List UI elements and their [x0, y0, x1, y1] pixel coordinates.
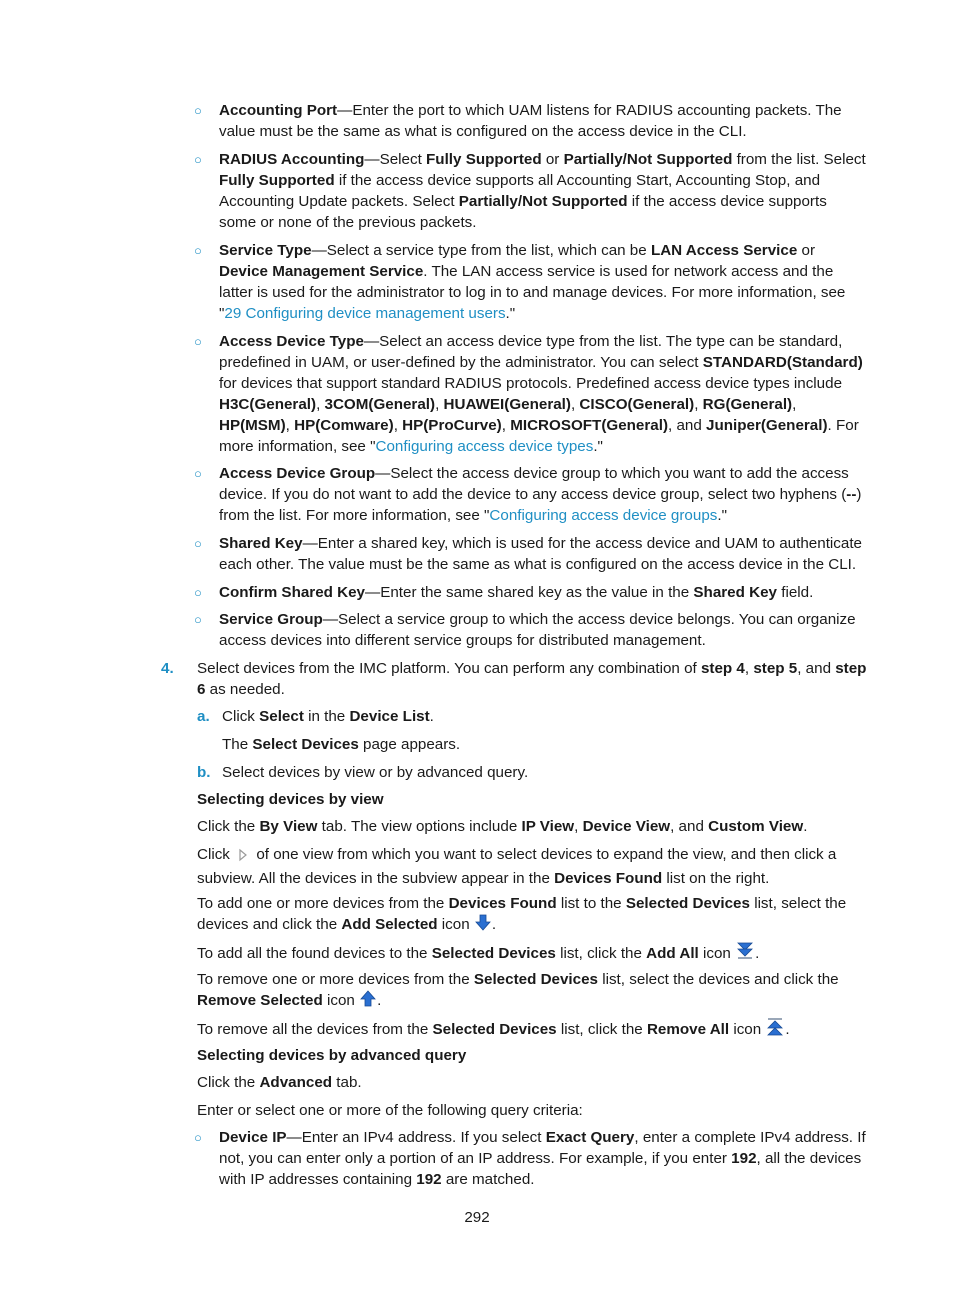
bullet: ○ — [194, 243, 202, 258]
remove-all-icon — [765, 1017, 785, 1043]
option: Partially/Not Supported — [458, 193, 628, 210]
advanced-tab-paragraph — [197, 1072, 867, 1093]
service-type-item — [219, 240, 867, 324]
substep-a-result — [222, 734, 862, 755]
by-view-paragraph — [197, 816, 867, 837]
text: To remove one or more devices from the — [197, 971, 474, 988]
text: are matched. — [441, 1171, 535, 1188]
text: of one view from which you want to select devices to expand the view, and then click a subview. All the devices in the subview appear in the — [197, 846, 837, 887]
ui-term: By View — [259, 818, 318, 835]
access-device-types-link[interactable]: Configuring access device types — [375, 438, 594, 455]
option: HP(ProCurve) — [402, 417, 502, 434]
text: , all the devices with IP addresses containing — [219, 1150, 862, 1188]
text: in the — [303, 708, 350, 725]
ui-term: Devices Found — [554, 870, 663, 887]
text: To add all the found devices to the — [197, 945, 432, 962]
text: , and — [668, 417, 706, 434]
term: Confirm Shared Key — [219, 584, 366, 601]
term: Service Type — [219, 242, 312, 259]
ui-term: Remove Selected — [197, 992, 323, 1009]
text: list to the — [556, 895, 626, 912]
text: list, select the devices and click the — [197, 895, 847, 933]
option: H3C(General) — [219, 396, 317, 413]
option: Shared Key — [693, 584, 777, 601]
option: -- — [846, 486, 857, 503]
add-all-paragraph — [197, 941, 867, 967]
text: list, click the — [555, 945, 647, 962]
term: Shared Key — [219, 535, 303, 552]
term: Device IP — [219, 1129, 287, 1146]
text: Click the — [197, 1074, 260, 1091]
shared-key-item — [219, 533, 867, 575]
substep-a — [222, 706, 862, 727]
option: Fully Supported — [219, 172, 335, 189]
text: —Enter an IPv4 address. If you select — [286, 1129, 546, 1146]
step-ref: step 5 — [753, 660, 798, 677]
term: Access Device Group — [219, 465, 376, 482]
text: list on the right. — [662, 870, 770, 887]
ui-term: Selected Devices — [432, 1021, 557, 1038]
expand-paragraph — [197, 844, 867, 889]
ui-term: Add Selected — [341, 916, 438, 933]
text: —Select a service type from the list, which can be — [311, 242, 651, 259]
text: page appears. — [358, 736, 461, 753]
step-ref: step 4 — [700, 660, 745, 677]
text: . — [377, 992, 382, 1009]
access-device-type-item — [219, 331, 867, 457]
text: list, click the — [556, 1021, 647, 1038]
option: HUAWEI(General) — [443, 396, 571, 413]
text: . — [429, 708, 434, 725]
text: field. — [777, 584, 814, 601]
text: or — [541, 151, 564, 168]
term: RADIUS Accounting — [219, 151, 365, 168]
text: , — [792, 396, 797, 413]
access-device-group-item — [219, 463, 867, 526]
ui-term: Custom View — [708, 818, 804, 835]
heading-selecting-by-advanced-query: Selecting devices by advanced query — [197, 1047, 467, 1064]
remove-selected-icon — [359, 990, 377, 1014]
text: , — [694, 396, 703, 413]
text: —Enter the same shared key as the value in the — [365, 584, 694, 601]
text: Click — [222, 708, 260, 725]
text: . — [785, 1021, 790, 1038]
text: , — [285, 417, 295, 434]
bullet: ○ — [194, 152, 202, 167]
text: Click the — [197, 818, 260, 835]
text: as needed. — [205, 681, 285, 698]
text: if the access device supports some or none of the previous packets. — [219, 193, 827, 231]
substep-b: Select devices by view or by advanced query. — [222, 764, 529, 781]
text: , and — [670, 818, 709, 835]
text: . For more information, see " — [219, 417, 859, 455]
text: from the list. Select — [732, 151, 866, 168]
ui-term: Device View — [582, 818, 671, 835]
text: Click — [197, 846, 235, 863]
bullet: ○ — [194, 103, 202, 118]
text: , — [435, 396, 444, 413]
bullet: ○ — [194, 334, 202, 349]
text: ." — [593, 438, 603, 455]
desc: —Select a service group to which the access device belongs. You can organize access devices into different service groups for distributed management. — [219, 611, 856, 649]
text: ) from the list. For more information, see " — [219, 486, 862, 524]
text: , — [393, 417, 403, 434]
text: ." — [717, 507, 727, 524]
add-selected-paragraph — [197, 893, 867, 938]
term: Access Device Type — [219, 333, 364, 350]
option: CISCO(General) — [579, 396, 695, 413]
text: , and — [797, 660, 836, 677]
option: 3COM(General) — [324, 396, 436, 413]
add-selected-icon — [474, 914, 492, 938]
ui-term: IP View — [521, 818, 575, 835]
ui-term: Selected Devices — [431, 945, 556, 962]
step-4 — [197, 658, 867, 700]
ui-term: Devices Found — [448, 895, 557, 912]
ui-term: Select — [259, 708, 304, 725]
bullet: ○ — [194, 612, 202, 627]
text: for devices that support standard RADIUS protocols. Predefined access device types include — [219, 375, 843, 392]
ui-term: Selected Devices — [625, 895, 750, 912]
access-device-groups-link[interactable]: Configuring access device groups — [489, 507, 718, 524]
text: icon — [437, 916, 474, 933]
option: LAN Access Service — [650, 242, 798, 259]
text: , — [574, 818, 583, 835]
text: To remove all the devices from the — [197, 1021, 433, 1038]
text: —Select the access device group to which you want to add the access device. If you do not want to add the device to any access device group, select two hyphens ( — [219, 465, 849, 503]
option: RG(General) — [702, 396, 793, 413]
option: Partially/Not Supported — [563, 151, 733, 168]
text: . — [803, 818, 808, 835]
term: Service Group — [219, 611, 323, 628]
text: list, select the devices and click the — [598, 971, 839, 988]
substep-letter: a. — [197, 708, 210, 725]
option: Device Management Service — [219, 263, 424, 280]
value: 192 — [731, 1150, 757, 1167]
text: or — [797, 242, 816, 259]
text: To add one or more devices from the — [197, 895, 449, 912]
ui-term: Select Devices — [252, 736, 359, 753]
criteria-intro: Enter or select one or more of the following query criteria: — [197, 1102, 583, 1119]
text: if the access device supports all Accounting Start, Accounting Stop, and Accounting Update packets. Select — [219, 172, 821, 210]
text: Select devices from the IMC platform. You can perform any combination of — [197, 660, 701, 677]
add-all-icon — [735, 941, 755, 967]
accounting-port-item — [219, 100, 867, 142]
radius-accounting-item — [219, 149, 867, 233]
option: MICROSOFT(General) — [510, 417, 668, 434]
remove-selected-paragraph — [197, 969, 867, 1014]
text: , enter a complete IPv4 address. If not, you can enter only a portion of an IP address. For example, if you enter — [219, 1129, 866, 1167]
heading-selecting-by-view: Selecting devices by view — [197, 791, 384, 808]
text: —Select an access device type from the list. The type can be standard, predefined in UAM, or user-defined by the administrator. You can select — [219, 333, 843, 371]
remove-all-paragraph — [197, 1017, 867, 1043]
expand-arrow-icon — [238, 847, 248, 868]
substep-letter: b. — [197, 764, 211, 781]
text: tab. — [332, 1074, 362, 1091]
desc: —Enter a shared key, which is used for the access device and UAM to authenticate each other. The value must be the same as what is configured on the access device in the CLI. — [219, 535, 862, 573]
text: . — [755, 945, 760, 962]
text: icon — [322, 992, 360, 1009]
desc: —Enter the port to which UAM listens for RADIUS accounting packets. The value must be the same as what is configured on the access device in the CLI. — [219, 102, 842, 140]
text: , — [501, 417, 511, 434]
ui-term: Selected Devices — [473, 971, 598, 988]
text: . The LAN access service is used for network access and the latter is used for the administrator to log in to and manage devices. For more information, see " — [219, 263, 846, 322]
confirm-shared-key-item — [219, 582, 867, 603]
device-ip-item — [219, 1127, 867, 1190]
text: , — [744, 660, 754, 677]
value: 192 — [416, 1171, 442, 1188]
text: The — [222, 736, 253, 753]
text: icon — [698, 945, 736, 962]
device-management-users-link[interactable]: 29 Configuring device management users — [224, 305, 506, 322]
bullet: ○ — [194, 466, 202, 481]
text: , — [316, 396, 325, 413]
text: , — [570, 396, 580, 413]
bullet: ○ — [194, 585, 202, 600]
text: icon — [729, 1021, 766, 1038]
service-group-item — [219, 609, 867, 651]
step-number: 4. — [161, 660, 174, 677]
ui-term: Device List — [349, 708, 430, 725]
ui-term: Remove All — [646, 1021, 730, 1038]
option: STANDARD(Standard) — [702, 354, 863, 371]
term: Accounting Port — [219, 102, 338, 119]
option: HP(MSM) — [219, 417, 286, 434]
text: ." — [505, 305, 516, 322]
option: Exact Query — [545, 1129, 635, 1146]
ui-term: Advanced — [259, 1074, 333, 1091]
step-ref: step 6 — [197, 660, 867, 698]
text: tab. The view options include — [317, 818, 522, 835]
page-number: 292 — [464, 1209, 490, 1226]
bullet: ○ — [194, 1130, 202, 1145]
text: . — [491, 916, 497, 933]
text: —Select — [364, 151, 427, 168]
ui-term: Add All — [646, 945, 699, 962]
option: HP(Comware) — [294, 417, 394, 434]
option: Juniper(General) — [706, 417, 828, 434]
bullet: ○ — [194, 536, 202, 551]
option: Fully Supported — [426, 151, 542, 168]
